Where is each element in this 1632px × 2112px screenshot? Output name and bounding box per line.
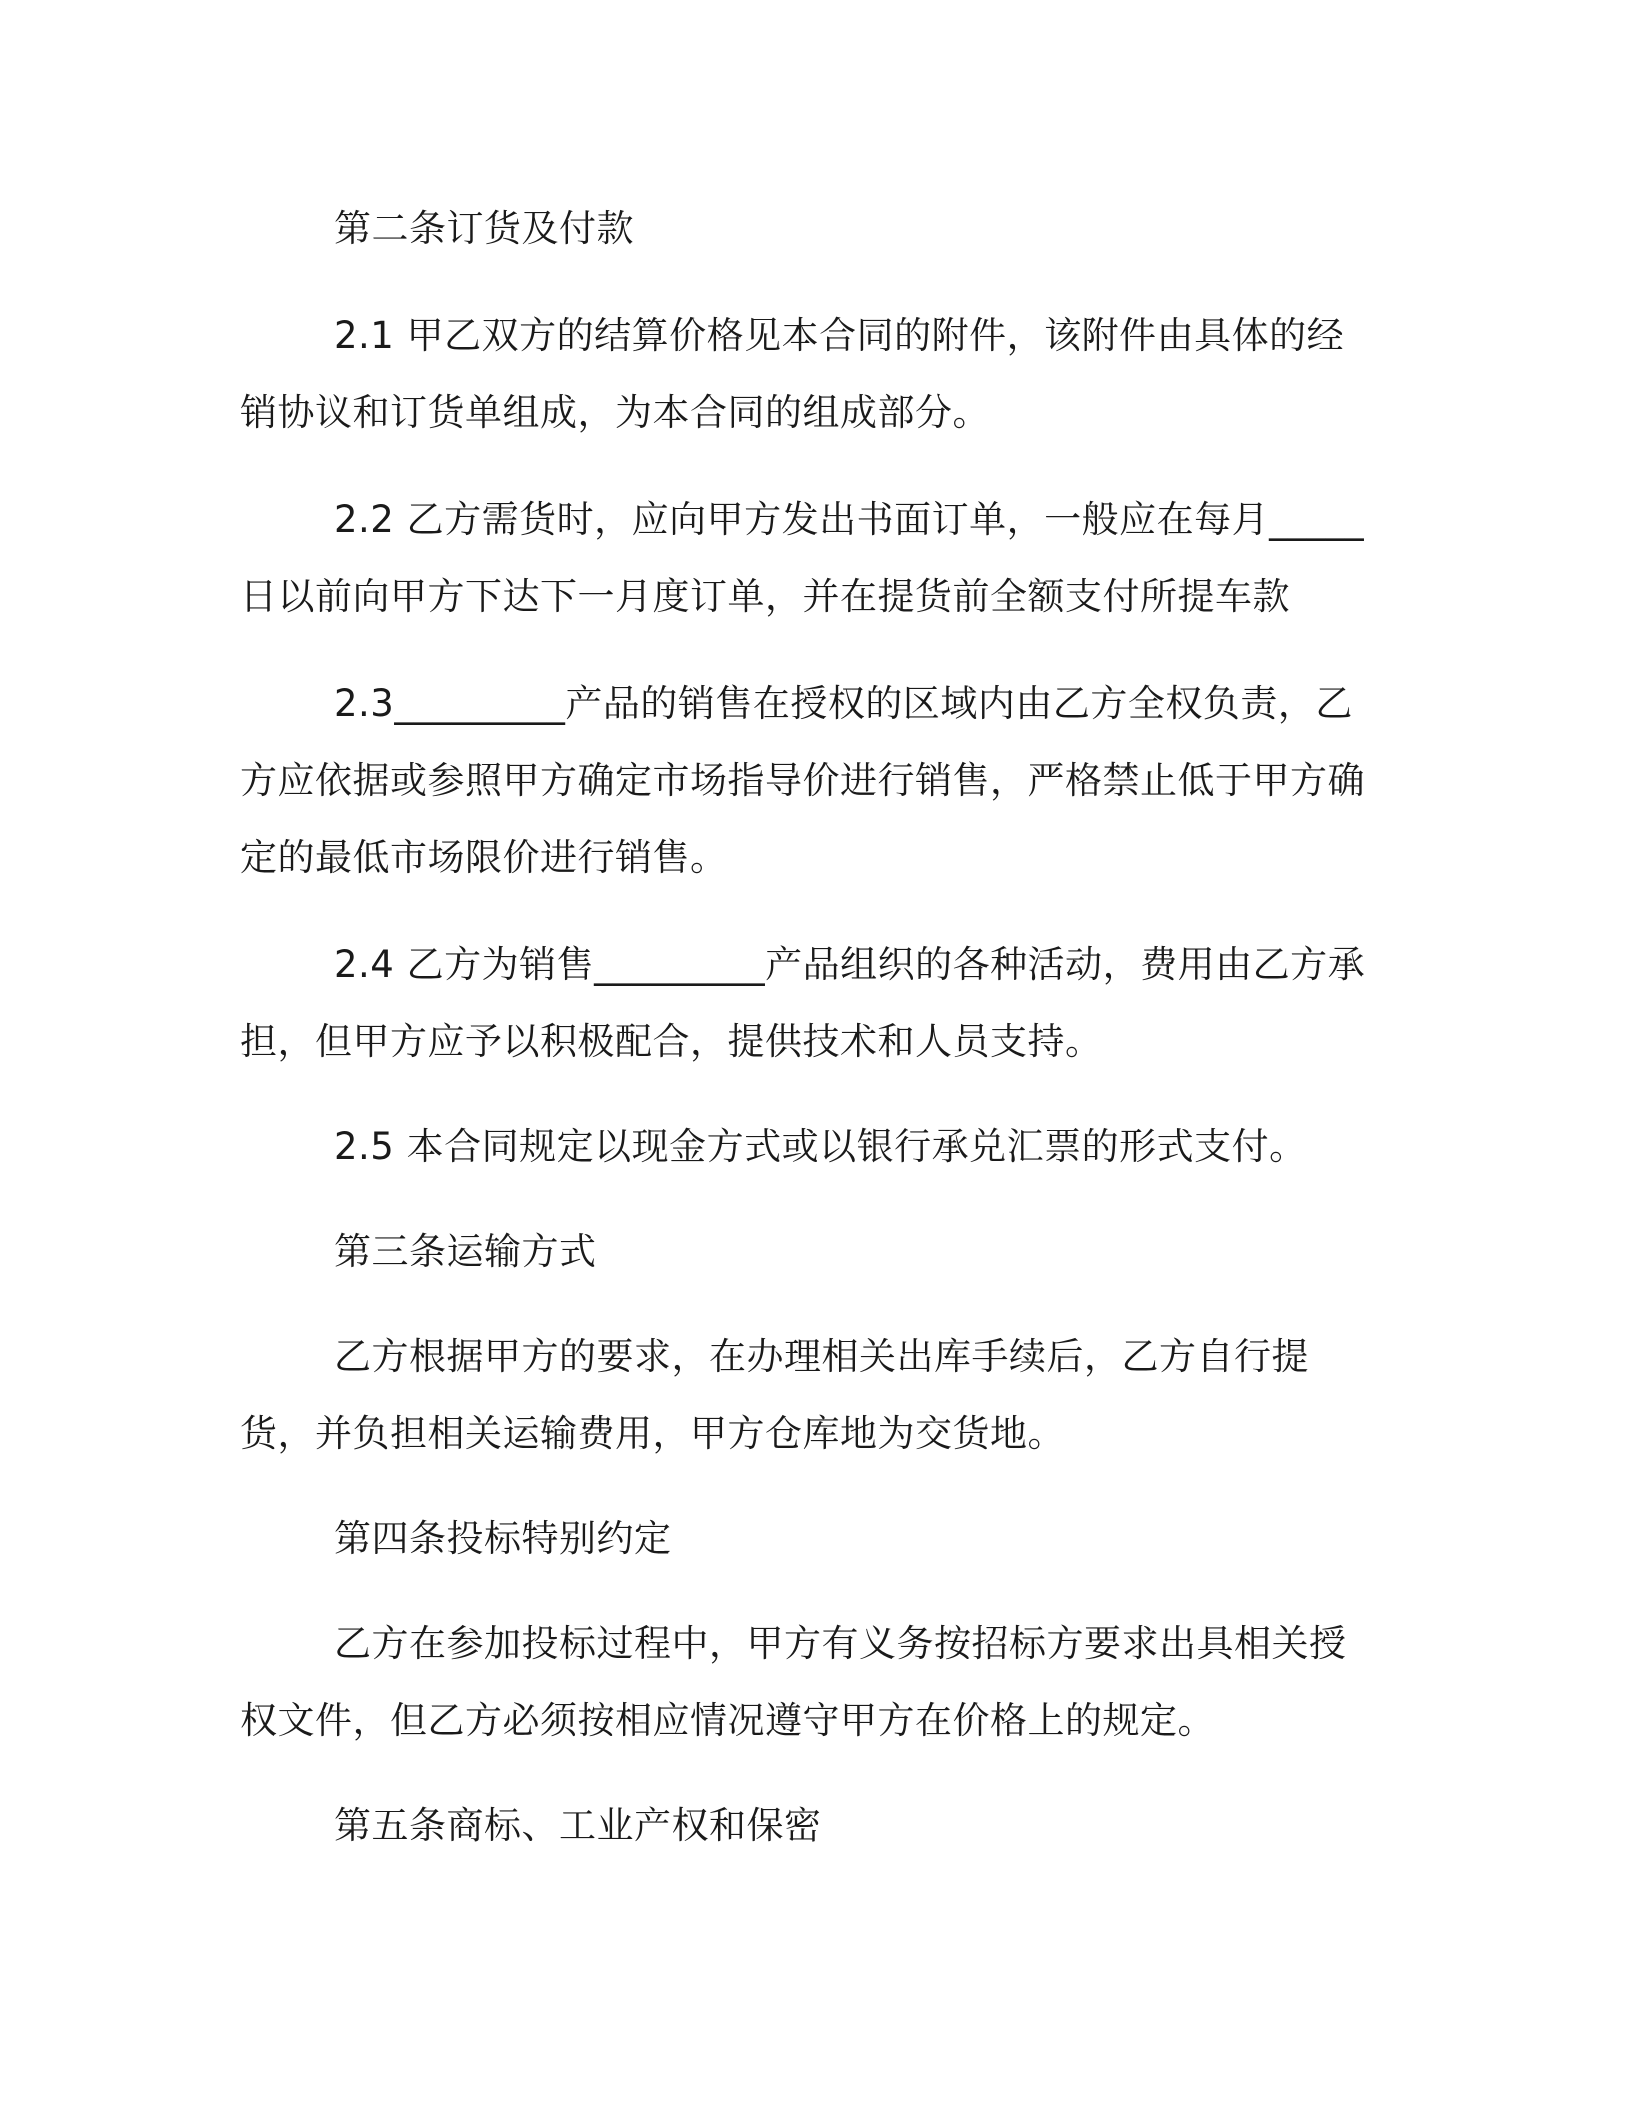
clause-4-body: 乙方在参加投标过程中，甲方有义务按招标方要求出具相关授权文件，但乙方必须按相应情况遵守甲方在价格上的规定。 xyxy=(240,1622,1347,1742)
section-heading-2: 第二条订货及付款 xyxy=(334,207,634,250)
clause-2-1: 2.1 甲乙双方的结算价格见本合同的附件，该附件由具体的经销协议和订货单组成，为本合同的组成部分。 xyxy=(240,314,1345,434)
clause-2-3: 2.3_________产品的销售在授权的区域内由乙方全权负责，乙方应依据或参照甲方确定市场指导价进行销售，严格禁止低于甲方确定的最低市场限价进行销售。 xyxy=(240,682,1365,879)
clause-2-5: 2.5 本合同规定以现金方式或以银行承兑汇票的形式支付。 xyxy=(334,1125,1307,1168)
section-heading-4: 第四条投标特别约定 xyxy=(334,1517,672,1560)
clause-3-body: 乙方根据甲方的要求，在办理相关出库手续后，乙方自行提货，并负担相关运输费用，甲方仓库地为交货地。 xyxy=(240,1335,1309,1455)
clause-2-2: 2.2 乙方需货时，应向甲方发出书面订单，一般应在每月_____日以前向甲方下达下一月度订单，并在提货前全额支付所提车款 xyxy=(240,498,1365,618)
section-heading-3: 第三条运输方式 xyxy=(334,1230,597,1273)
section-heading-5: 第五条商标、工业产权和保密 xyxy=(334,1804,822,1847)
clause-2-4: 2.4 乙方为销售_________产品组织的各种活动，费用由乙方承担，但甲方应予以积极配合，提供技术和人员支持。 xyxy=(240,943,1366,1063)
document-body xyxy=(240,190,1372,1864)
